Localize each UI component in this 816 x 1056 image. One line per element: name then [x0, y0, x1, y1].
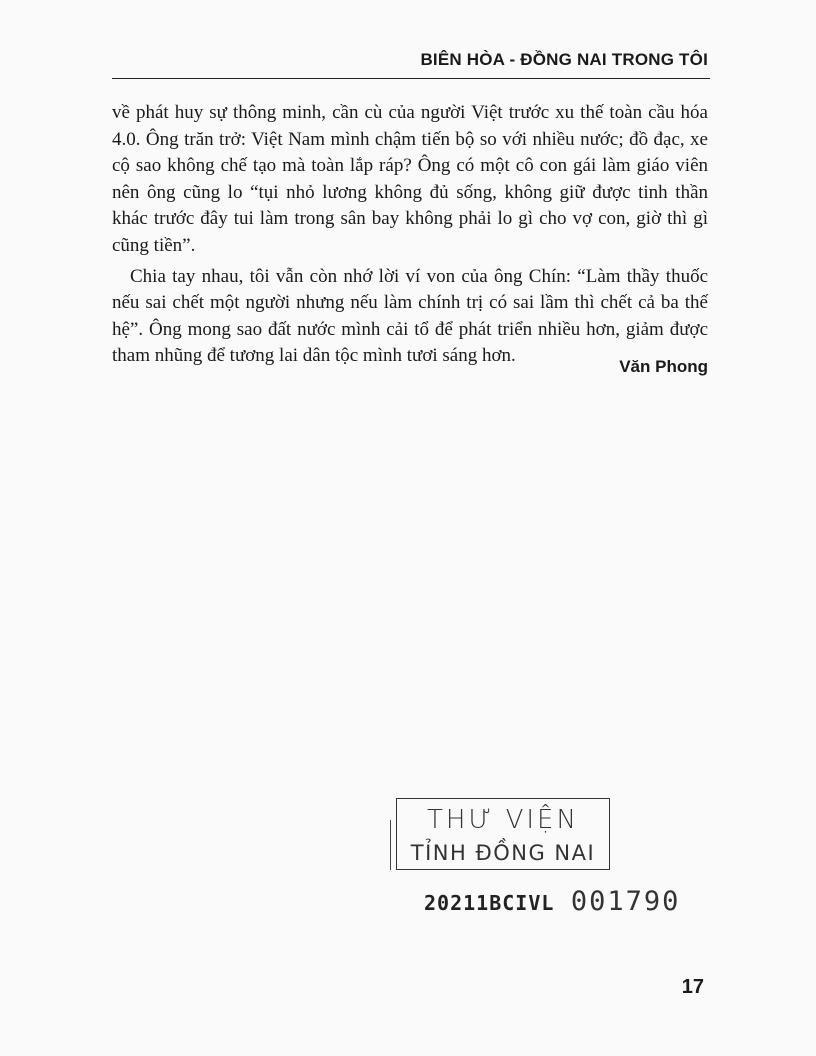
- stamp-side-line: [390, 820, 391, 870]
- stamp-library-label: THƯ VIỆN: [427, 805, 579, 835]
- paragraph-1: về phát huy sự thông minh, cần cù của người Việt trước xu thế toàn cầu hóa 4.0. Ông trăn trở: Việt Nam mình chậm tiến bộ so với nhiều nước; đồ đạc, xe cộ sao không chế tạo mà toàn lắp ráp? Ông có một cô con gái làm giáo viên nên ông cũng lo “tụi nhỏ lương không đủ sống, không giữ được tinh thần khác trước đây tui làm trong sân bay không phải lo gì cho vợ con, giờ thì gì cũng tiền”.: [112, 102, 708, 256]
- author-signature: Văn Phong: [619, 357, 708, 376]
- accession-serial: 001790: [570, 886, 681, 917]
- stamp-province-label: TỈNH ĐỒNG NAI: [410, 841, 596, 865]
- paragraph-2: Chia tay nhau, tôi vẫn còn nhớ lời ví von của ông Chín: “Làm thầy thuốc nếu sai chết một người nhưng nếu làm chính trị có sai lầm thì chết cả ba thế hệ”. Ông mong sao đất nước mình cải tổ để phát triển nhiều hơn, giảm được tham nhũng để tương lai dân tộc mình tươi sáng hơn.: [112, 265, 708, 367]
- accession-code: 20211BCIVL: [424, 891, 555, 915]
- library-stamp: [396, 798, 610, 870]
- accession-number: [424, 886, 714, 920]
- running-header: BIÊN HÒA - ĐỒNG NAI TRONG TÔI: [420, 50, 708, 69]
- article-body: [112, 100, 708, 370]
- page-number: 17: [681, 976, 704, 998]
- header-rule: [112, 78, 710, 79]
